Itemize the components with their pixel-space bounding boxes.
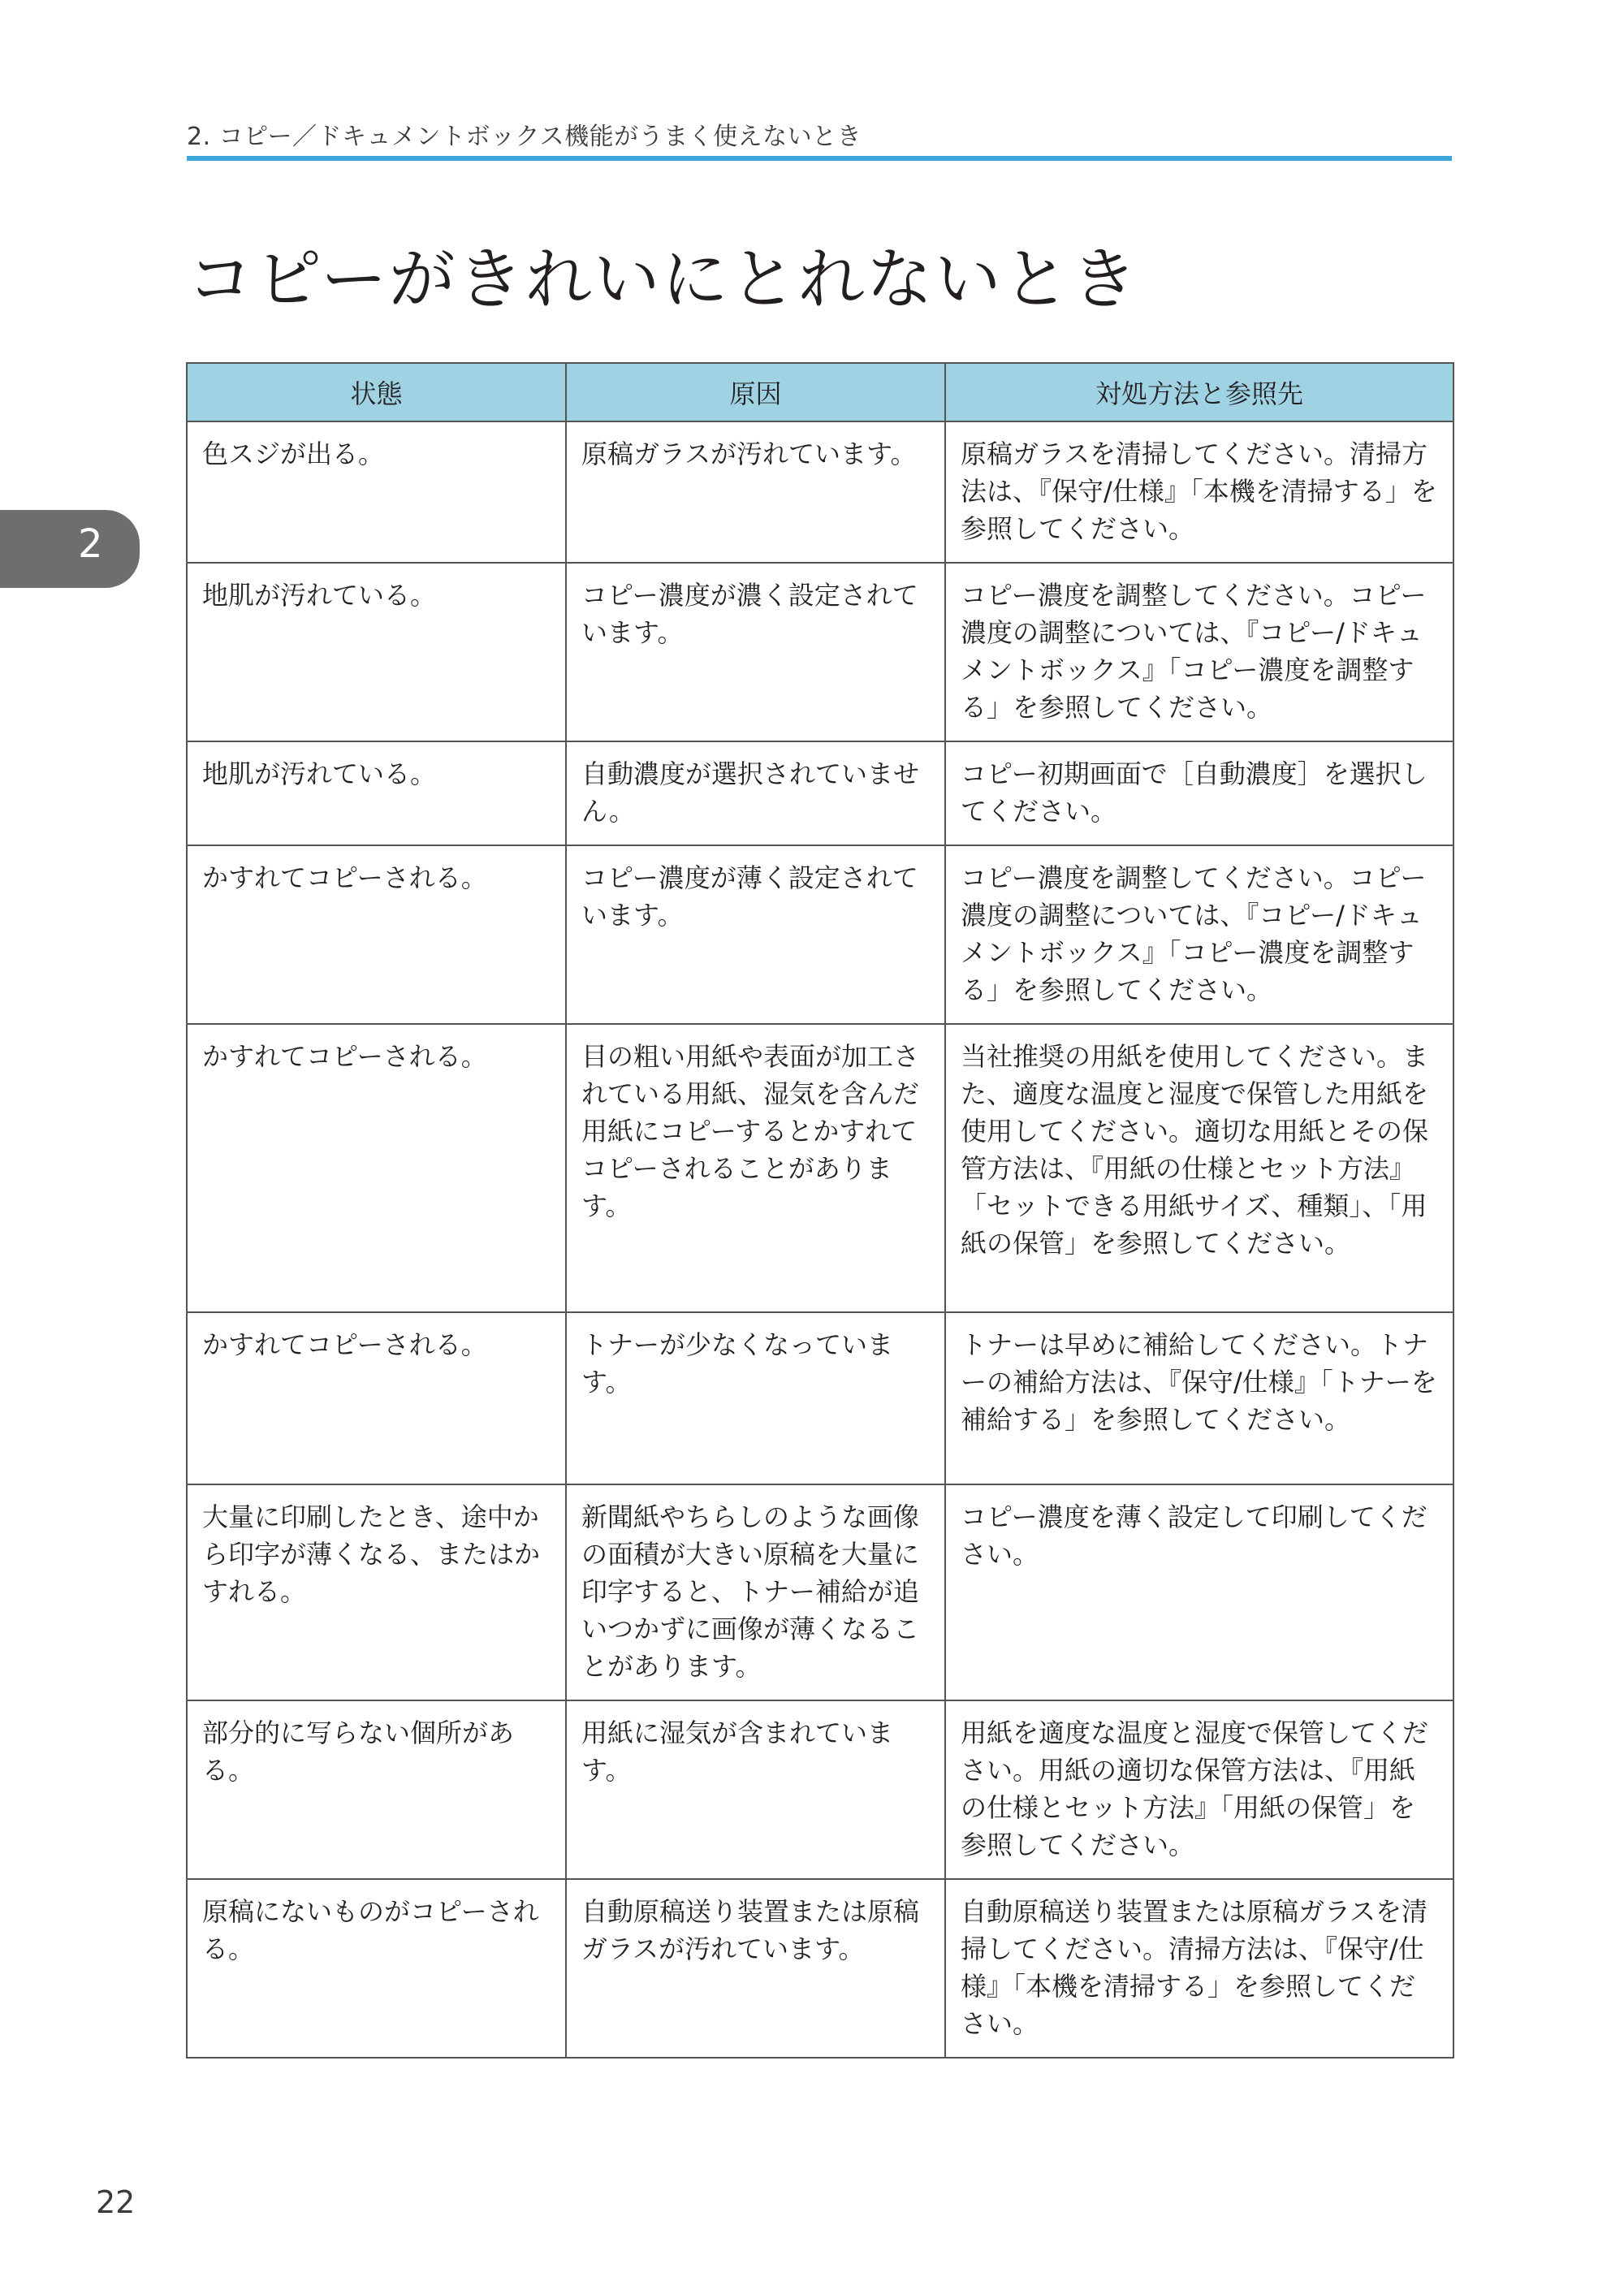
cell-state: 部分的に写らない個所がある。 (187, 1700, 566, 1879)
header-rule (187, 156, 1452, 161)
cell-state: 地肌が汚れている。 (187, 563, 566, 741)
cell-cause: トナーが少なくなっています。 (566, 1312, 945, 1484)
cell-remedy: コピー濃度を調整してください。コピー濃度の調整については、『コピー/ドキュメントボックス』「コピー濃度を調整する」を参照してください。 (945, 845, 1453, 1024)
cell-remedy: コピー濃度を調整してください。コピー濃度の調整については、『コピー/ドキュメントボックス』「コピー濃度を調整する」を参照してください。 (945, 563, 1453, 741)
cell-cause: 原稿ガラスが汚れています。 (566, 421, 945, 563)
cell-remedy: トナーは早めに補給してください。トナーの補給方法は、『保守/仕様』「トナーを補給する」を参照してください。 (945, 1312, 1453, 1484)
table-row (187, 563, 1453, 741)
running-header: 2. コピー／ドキュメントボックス機能がうまく使えないとき (187, 123, 862, 151)
column-header-state: 状態 (187, 363, 566, 421)
cell-state: 大量に印刷したとき、途中から印字が薄くなる、またはかすれる。 (187, 1484, 566, 1700)
cell-state: 原稿にないものがコピーされる。 (187, 1879, 566, 2058)
table-row (187, 421, 1453, 563)
table-row (187, 741, 1453, 845)
cell-state: 色スジが出る。 (187, 421, 566, 563)
table-row (187, 1024, 1453, 1312)
cell-remedy: 用紙を適度な温度と湿度で保管してください。用紙の適切な保管方法は、『用紙の仕様とセット方法』「用紙の保管」を参照してください。 (945, 1700, 1453, 1879)
cell-remedy: 自動原稿送り装置または原稿ガラスを清掃してください。清掃方法は、『保守/仕様』「本機を清掃する」を参照してください。 (945, 1879, 1453, 2058)
cell-cause: コピー濃度が濃く設定されています。 (566, 563, 945, 741)
chapter-number: 2 (78, 521, 103, 567)
cell-remedy: 原稿ガラスを清掃してください。清掃方法は、『保守/仕様』「本機を清掃する」を参照してください。 (945, 421, 1453, 563)
cell-state: かすれてコピーされる。 (187, 1312, 566, 1484)
cell-cause: コピー濃度が薄く設定されています。 (566, 845, 945, 1024)
cell-cause: 目の粗い用紙や表面が加工されている用紙、湿気を含んだ用紙にコピーするとかすれてコピーされることがあります。 (566, 1024, 945, 1312)
cell-remedy: コピー初期画面で［自動濃度］を選択してください。 (945, 741, 1453, 845)
table-header-row (187, 363, 1453, 421)
column-header-remedy: 対処方法と参照先 (945, 363, 1453, 421)
table-row (187, 1484, 1453, 1700)
page-number: 22 (96, 2184, 136, 2220)
cell-cause: 用紙に湿気が含まれています。 (566, 1700, 945, 1879)
table-row (187, 845, 1453, 1024)
chapter-tab (0, 510, 140, 588)
cell-cause: 新聞紙やちらしのような画像の面積が大きい原稿を大量に印字すると、トナー補給が追いつかずに画像が薄くなることがあります。 (566, 1484, 945, 1700)
column-header-cause: 原因 (566, 363, 945, 421)
page-title: コピーがきれいにとれないとき (187, 241, 1139, 318)
table-row (187, 1700, 1453, 1879)
table-row (187, 1879, 1453, 2058)
cell-state: かすれてコピーされる。 (187, 1024, 566, 1312)
table-row (187, 1312, 1453, 1484)
cell-cause: 自動濃度が選択されていません。 (566, 741, 945, 845)
troubleshooting-table (186, 362, 1454, 2059)
cell-remedy: コピー濃度を薄く設定して印刷してください。 (945, 1484, 1453, 1700)
cell-state: かすれてコピーされる。 (187, 845, 566, 1024)
cell-remedy: 当社推奨の用紙を使用してください。また、適度な温度と湿度で保管した用紙を使用してください。適切な用紙とその保管方法は、『用紙の仕様とセット方法』「セットできる用紙サイズ、種類」、「用紙の保管」を参照してください。 (945, 1024, 1453, 1312)
cell-state: 地肌が汚れている。 (187, 741, 566, 845)
cell-cause: 自動原稿送り装置または原稿ガラスが汚れています。 (566, 1879, 945, 2058)
